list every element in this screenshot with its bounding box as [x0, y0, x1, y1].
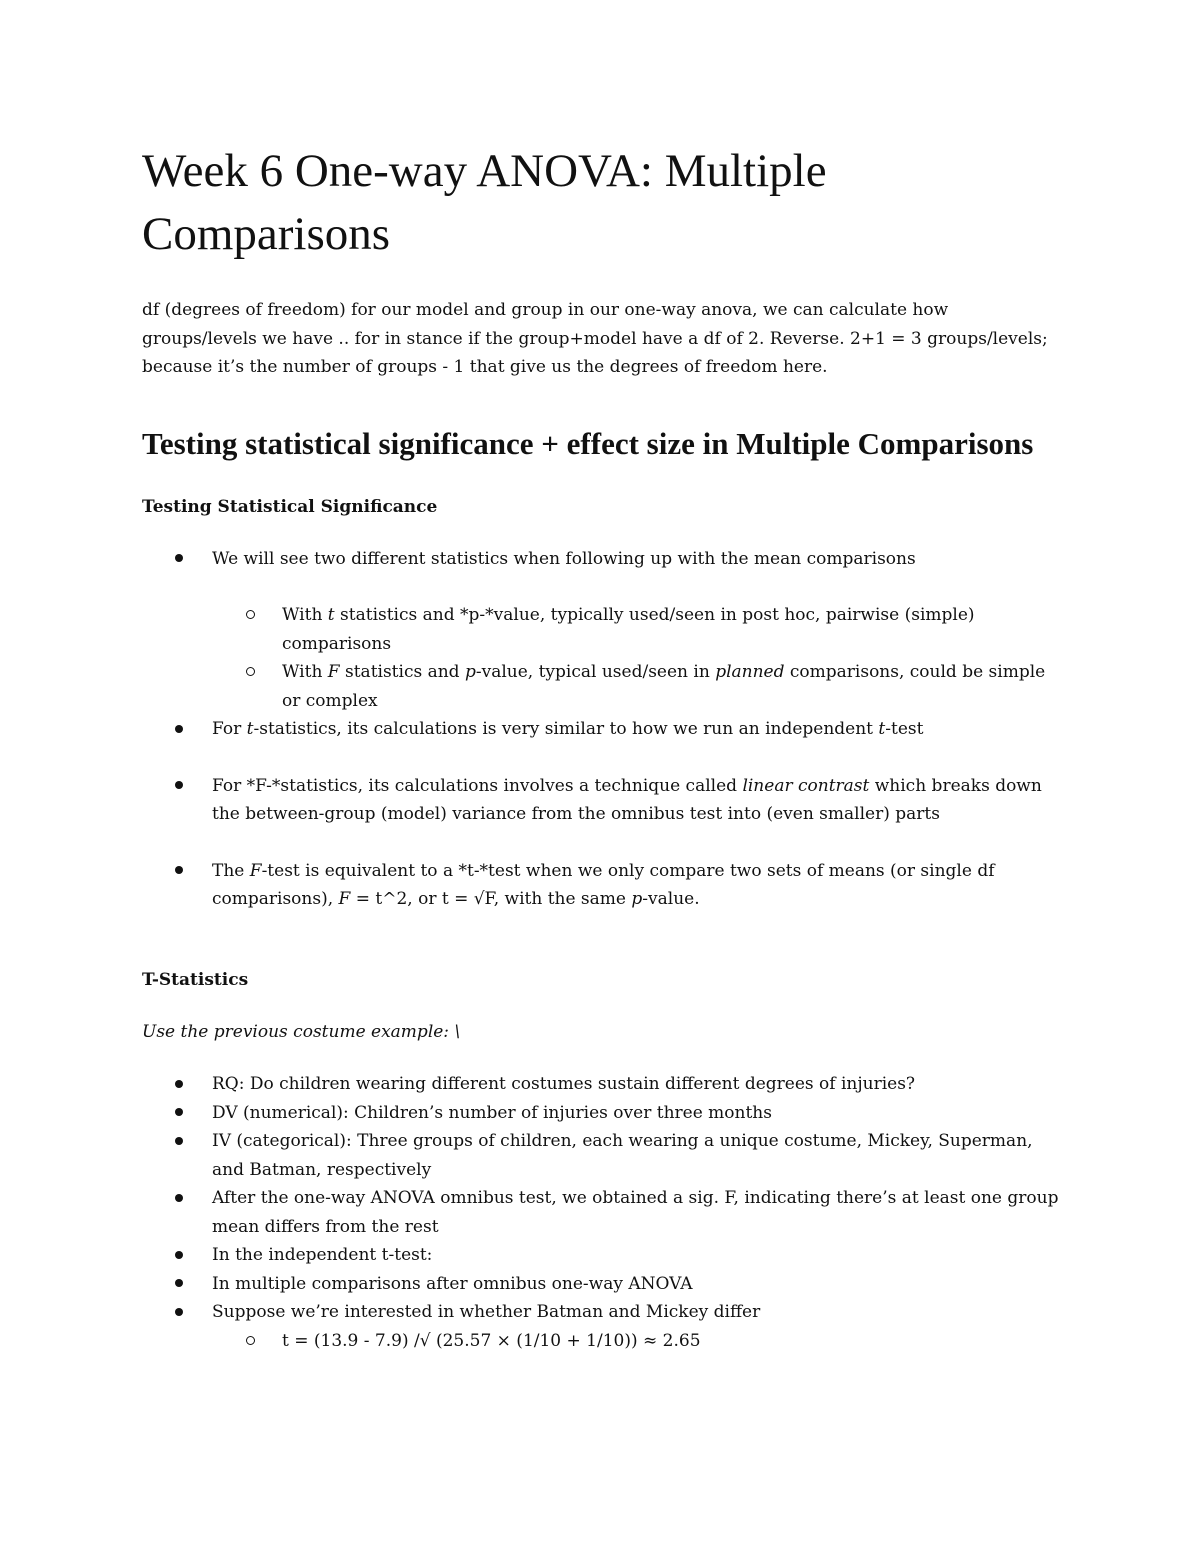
bullet-icon: [175, 545, 183, 574]
list-item: [142, 1070, 1062, 1099]
list-item: [142, 1270, 1062, 1299]
list-item-text: IV (categorical): Three groups of children, each wearing a unique costume, Mickey, Superman, and Batman, respectively: [212, 1131, 1033, 1180]
significance-list: [142, 545, 1062, 914]
bullet-icon: [175, 772, 183, 801]
subheading-testing-significance: Testing Statistical Significance: [142, 496, 438, 517]
list-item: [142, 1241, 1062, 1270]
list-item: [142, 715, 1062, 744]
list-item: [142, 658, 1062, 715]
example-note: Use the previous costume example: \: [142, 1021, 461, 1042]
bullet-icon: [175, 1099, 183, 1128]
circle-bullet-icon: [246, 1327, 255, 1356]
list-item: [142, 857, 1062, 914]
section-heading-significance: Testing statistical significance + effect size in Multiple Comparisons: [142, 425, 1034, 461]
list-item-text: With F statistics and p-value, typical used/seen in planned comparisons, could be simple or complex: [282, 662, 1046, 711]
circle-bullet-icon: [246, 658, 255, 687]
bullet-icon: [175, 1270, 183, 1299]
list-item-text: DV (numerical): Children’s number of injuries over three months: [212, 1102, 772, 1123]
bullet-icon: [175, 715, 183, 744]
list-item-text: For t-statistics, its calculations is very similar to how we run an independent t-test: [212, 719, 924, 739]
page-title: Week 6 One-way ANOVA: Multiple Comparisons: [142, 145, 827, 260]
list-item-text: In multiple comparisons after omnibus one-way ANOVA: [212, 1273, 693, 1294]
list-item: [142, 545, 1062, 574]
list-item-text: We will see two different statistics when following up with the mean comparisons: [212, 548, 916, 569]
document-page: [142, 140, 1062, 1355]
list-item: [142, 1099, 1062, 1128]
list-item-text: The F-test is equivalent to a *t-*test when we only compare two sets of means (or single df comparisons), F = t^2, or t = √F, with the same p-value.: [212, 860, 995, 909]
list-item-text: With t statistics and *p-*value, typically used/seen in post hoc, pairwise (simple) comparisons: [282, 605, 975, 654]
list-item-text: Suppose we’re interested in whether Batman and Mickey differ: [212, 1302, 761, 1322]
bullet-icon: [175, 1127, 183, 1156]
bullet-icon: [175, 857, 183, 886]
list-item: [142, 601, 1062, 658]
bullet-icon: [175, 1298, 183, 1327]
circle-bullet-icon: [246, 601, 255, 630]
bullet-icon: [175, 1241, 183, 1270]
list-item-text: For *F-*statistics, its calculations involves a technique called linear contrast which breaks down the between-group (model) variance from the omnibus test into (even smaller) parts: [212, 775, 1042, 824]
bullet-icon: [175, 1070, 183, 1099]
list-item: [142, 1184, 1062, 1241]
list-item-text: In the independent t-test:: [212, 1245, 433, 1265]
bullet-icon: [175, 1184, 183, 1213]
list-item: [142, 1327, 1062, 1356]
list-item: [142, 1127, 1062, 1184]
formula-text: t = (13.9 - 7.9) /√ (25.57 × (1/10 + 1/10)) ≈ 2.65: [282, 1330, 701, 1351]
list-item-text: RQ: Do children wearing different costumes sustain different degrees of injuries?: [212, 1074, 916, 1094]
list-item: [142, 1298, 1062, 1327]
subheading-t-statistics: T-Statistics: [142, 969, 249, 990]
intro-paragraph: df (degrees of freedom) for our model and group in our one-way anova, we can calculate how groups/levels we have .. for in stance if the group+model have a df of 2. Reverse. 2+1 = 3 groups/levels; because it’s the number of groups - 1 that give us the degrees of freedom here.: [142, 300, 1048, 377]
t-statistics-list: [142, 1070, 1062, 1355]
list-item: [142, 772, 1062, 829]
list-item-text: After the one-way ANOVA omnibus test, we obtained a sig. F, indicating there’s at least one group mean differs from the rest: [212, 1188, 1059, 1237]
